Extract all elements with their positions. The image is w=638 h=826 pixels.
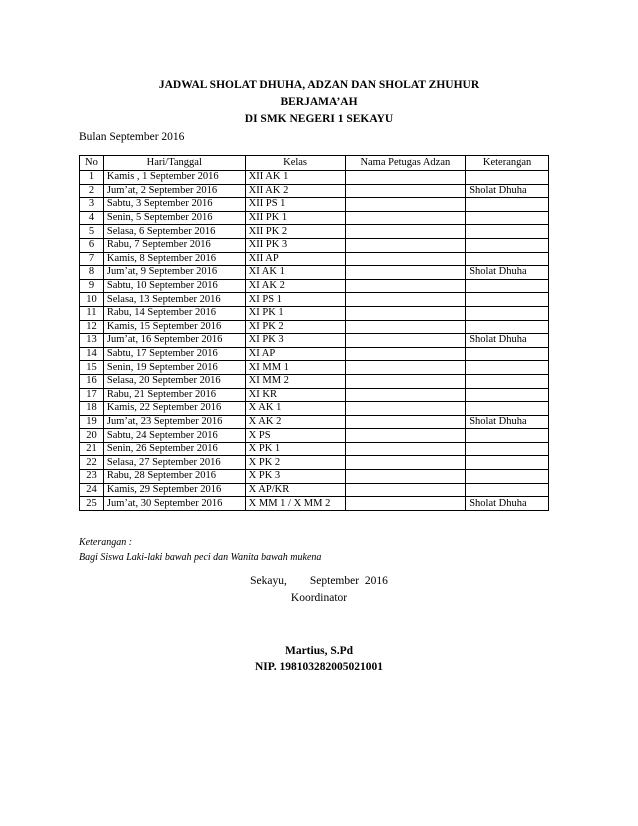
cell-notes: Sholat Dhuha <box>466 497 549 511</box>
cell-officer <box>345 470 466 484</box>
cell-officer <box>345 225 466 239</box>
cell-officer <box>345 279 466 293</box>
cell-no: 19 <box>80 415 104 429</box>
cell-notes <box>466 225 549 239</box>
table-row <box>80 347 549 361</box>
signature-role: Koordinator <box>290 592 348 604</box>
cell-date: Sabtu, 10 September 2016 <box>103 279 245 293</box>
cell-class: X PK 2 <box>245 456 345 470</box>
table-row <box>80 238 549 252</box>
cell-notes <box>466 402 549 416</box>
cell-class: XII PK 3 <box>245 238 345 252</box>
cell-officer <box>345 415 466 429</box>
cell-date: Selasa, 20 September 2016 <box>103 374 245 388</box>
cell-no: 9 <box>80 279 104 293</box>
cell-notes <box>466 293 549 307</box>
column-header-notes: Keterangan <box>466 156 549 171</box>
cell-class: XI PK 2 <box>245 320 345 334</box>
cell-date: Kamis, 22 September 2016 <box>103 402 245 416</box>
cell-date: Rabu, 7 September 2016 <box>103 238 245 252</box>
table-row <box>80 334 549 348</box>
cell-no: 8 <box>80 266 104 280</box>
cell-date: Jum’at, 23 September 2016 <box>103 415 245 429</box>
cell-class: XI AK 2 <box>245 279 345 293</box>
table-row <box>80 402 549 416</box>
cell-no: 3 <box>80 198 104 212</box>
column-header-date: Hari/Tanggal <box>103 156 245 171</box>
cell-officer <box>345 184 466 198</box>
cell-notes <box>466 361 549 375</box>
cell-class: XI PK 3 <box>245 334 345 348</box>
cell-notes <box>466 211 549 225</box>
column-header-officer: Nama Petugas Adzan <box>345 156 466 171</box>
cell-notes: Sholat Dhuha <box>466 184 549 198</box>
cell-class: X MM 1 / X MM 2 <box>245 497 345 511</box>
cell-date: Jum’at, 16 September 2016 <box>103 334 245 348</box>
cell-officer <box>345 361 466 375</box>
cell-officer <box>345 320 466 334</box>
document-title-line-3: DI SMK NEGERI 1 SEKAYU <box>244 113 394 125</box>
cell-officer <box>345 483 466 497</box>
table-row <box>80 293 549 307</box>
cell-officer <box>345 429 466 443</box>
signature-name: Martius, S.Pd <box>284 645 354 657</box>
table-row <box>80 198 549 212</box>
cell-notes <box>466 306 549 320</box>
cell-date: Rabu, 28 September 2016 <box>103 470 245 484</box>
table-row <box>80 252 549 266</box>
table-row <box>80 171 549 185</box>
table-row <box>80 497 549 511</box>
cell-date: Selasa, 13 September 2016 <box>103 293 245 307</box>
cell-officer <box>345 334 466 348</box>
cell-notes: Sholat Dhuha <box>466 334 549 348</box>
table-row <box>80 306 549 320</box>
cell-notes <box>466 347 549 361</box>
cell-no: 15 <box>80 361 104 375</box>
notes-text: Bagi Siswa Laki-laki bawah peci dan Wanita bawah mukena <box>79 552 322 563</box>
cell-officer <box>345 497 466 511</box>
cell-no: 18 <box>80 402 104 416</box>
cell-date: Senin, 19 September 2016 <box>103 361 245 375</box>
cell-no: 25 <box>80 497 104 511</box>
cell-date: Kamis, 29 September 2016 <box>103 483 245 497</box>
table-row <box>80 361 549 375</box>
cell-notes <box>466 483 549 497</box>
cell-class: X PK 1 <box>245 442 345 456</box>
cell-officer <box>345 171 466 185</box>
cell-class: XI KR <box>245 388 345 402</box>
cell-notes <box>466 279 549 293</box>
cell-no: 11 <box>80 306 104 320</box>
cell-class: XII PS 1 <box>245 198 345 212</box>
document-title-line-2: BERJAMA’AH <box>280 96 358 108</box>
cell-class: X AK 1 <box>245 402 345 416</box>
cell-date: Jum’at, 2 September 2016 <box>103 184 245 198</box>
signature-place-date: Sekayu, September 2016 <box>250 575 388 587</box>
cell-no: 16 <box>80 374 104 388</box>
cell-officer <box>345 388 466 402</box>
cell-date: Sabtu, 3 September 2016 <box>103 198 245 212</box>
cell-officer <box>345 374 466 388</box>
cell-no: 6 <box>80 238 104 252</box>
cell-no: 13 <box>80 334 104 348</box>
table-row <box>80 415 549 429</box>
cell-class: XII AP <box>245 252 345 266</box>
cell-class: XII AK 2 <box>245 184 345 198</box>
cell-notes <box>466 442 549 456</box>
cell-notes <box>466 388 549 402</box>
cell-notes <box>466 198 549 212</box>
cell-date: Rabu, 21 September 2016 <box>103 388 245 402</box>
table-row <box>80 470 549 484</box>
cell-officer <box>345 293 466 307</box>
cell-no: 21 <box>80 442 104 456</box>
cell-no: 14 <box>80 347 104 361</box>
cell-officer <box>345 306 466 320</box>
cell-no: 2 <box>80 184 104 198</box>
cell-class: X PS <box>245 429 345 443</box>
cell-notes <box>466 238 549 252</box>
cell-officer <box>345 266 466 280</box>
cell-class: XII PK 2 <box>245 225 345 239</box>
cell-class: XI PS 1 <box>245 293 345 307</box>
cell-class: X AP/KR <box>245 483 345 497</box>
cell-class: XI AK 1 <box>245 266 345 280</box>
cell-date: Kamis , 1 September 2016 <box>103 171 245 185</box>
cell-no: 4 <box>80 211 104 225</box>
month-label: Bulan September 2016 <box>79 131 185 143</box>
cell-date: Jum’at, 9 September 2016 <box>103 266 245 280</box>
cell-date: Jum’at, 30 September 2016 <box>103 497 245 511</box>
cell-notes <box>466 456 549 470</box>
cell-no: 5 <box>80 225 104 239</box>
table-row <box>80 184 549 198</box>
cell-date: Sabtu, 24 September 2016 <box>103 429 245 443</box>
document-title-line-1: JADWAL SHOLAT DHUHA, ADZAN DAN SHOLAT ZHUHUR <box>158 79 480 91</box>
table-header-row <box>80 156 549 171</box>
cell-class: XII PK 1 <box>245 211 345 225</box>
cell-class: XI MM 1 <box>245 361 345 375</box>
cell-notes <box>466 171 549 185</box>
cell-class: XI AP <box>245 347 345 361</box>
table-row <box>80 483 549 497</box>
cell-no: 23 <box>80 470 104 484</box>
cell-officer <box>345 347 466 361</box>
cell-officer <box>345 238 466 252</box>
table-row <box>80 374 549 388</box>
table-row <box>80 266 549 280</box>
cell-notes <box>466 252 549 266</box>
cell-officer <box>345 211 466 225</box>
cell-no: 24 <box>80 483 104 497</box>
cell-notes <box>466 374 549 388</box>
cell-no: 20 <box>80 429 104 443</box>
cell-date: Senin, 26 September 2016 <box>103 442 245 456</box>
table-row <box>80 225 549 239</box>
cell-class: XI MM 2 <box>245 374 345 388</box>
cell-notes <box>466 320 549 334</box>
signature-nip: NIP. 198103282005021001 <box>255 661 383 673</box>
cell-notes <box>466 470 549 484</box>
schedule-table <box>79 155 549 511</box>
cell-notes: Sholat Dhuha <box>466 266 549 280</box>
cell-notes <box>466 429 549 443</box>
cell-officer <box>345 252 466 266</box>
table-row <box>80 211 549 225</box>
column-header-no: No <box>80 156 104 171</box>
cell-officer <box>345 456 466 470</box>
notes-heading: Keterangan : <box>79 537 133 548</box>
cell-no: 22 <box>80 456 104 470</box>
cell-no: 1 <box>80 171 104 185</box>
table-row <box>80 388 549 402</box>
cell-date: Rabu, 14 September 2016 <box>103 306 245 320</box>
table-row <box>80 320 549 334</box>
cell-date: Kamis, 8 September 2016 <box>103 252 245 266</box>
column-header-class: Kelas <box>245 156 345 171</box>
cell-class: X PK 3 <box>245 470 345 484</box>
cell-officer <box>345 402 466 416</box>
cell-date: Kamis, 15 September 2016 <box>103 320 245 334</box>
cell-class: X AK 2 <box>245 415 345 429</box>
cell-no: 12 <box>80 320 104 334</box>
cell-class: XII AK 1 <box>245 171 345 185</box>
cell-date: Senin, 5 September 2016 <box>103 211 245 225</box>
cell-officer <box>345 442 466 456</box>
cell-notes: Sholat Dhuha <box>466 415 549 429</box>
cell-date: Sabtu, 17 September 2016 <box>103 347 245 361</box>
cell-no: 17 <box>80 388 104 402</box>
cell-class: XI PK 1 <box>245 306 345 320</box>
cell-no: 10 <box>80 293 104 307</box>
table-row <box>80 279 549 293</box>
cell-date: Selasa, 27 September 2016 <box>103 456 245 470</box>
cell-date: Selasa, 6 September 2016 <box>103 225 245 239</box>
cell-no: 7 <box>80 252 104 266</box>
table-row <box>80 456 549 470</box>
cell-officer <box>345 198 466 212</box>
table-row <box>80 429 549 443</box>
table-row <box>80 442 549 456</box>
